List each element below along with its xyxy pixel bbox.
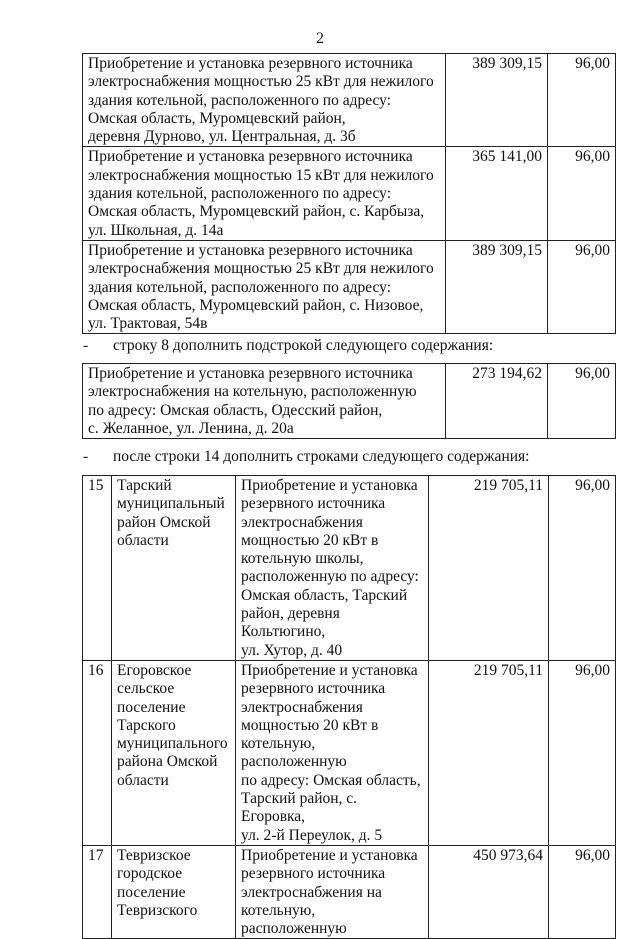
row-amount: 219 705,11 (429, 476, 549, 661)
table-top (82, 53, 616, 334)
list-dash: - (83, 448, 89, 465)
table-row (83, 147, 616, 240)
table-mid (82, 363, 616, 439)
row-description: Приобретение и установка резервного источника электроснабжения мощностью 25 кВт для нежилого здания котельной, расположенного по адресу: Омская область, Муромцевский район, деревня Дурново, ул. Центральная, д. 3б (83, 54, 446, 147)
table-row (83, 845, 616, 938)
row-number: 17 (83, 845, 112, 938)
row-amount: 365 141,00 (446, 147, 548, 240)
list-dash: - (83, 337, 89, 354)
note-line (83, 337, 613, 355)
table-row (83, 476, 616, 661)
row-description: Приобретение и установка резервного источника электроснабжения мощностью 25 кВт для нежилого здания котельной, расположенного по адресу: Омская область, Муромцевский район, с. Низовое, ул. Трактовая, 54в (83, 240, 446, 333)
row-amount: 389 309,15 (446, 240, 548, 333)
row-municipality: Тарский муниципальный район Омской области (112, 476, 236, 661)
row-description: Приобретение и установка резервного источника электроснабжения мощностью 20 кВт в котельную школы, расположенную по адресу: Омская область, Тарский район, деревня Кольтюгино, ул. Хутор, д. 40 (236, 476, 429, 661)
row-amount: 450 973,64 (429, 845, 549, 938)
row-municipality: Тевризское городское поселение Тевризского (112, 845, 236, 938)
page-number: 2 (316, 30, 324, 47)
row-amount: 389 309,15 (446, 54, 548, 147)
row-percent: 96,00 (548, 54, 616, 147)
row-percent: 96,00 (548, 147, 616, 240)
row-description: Приобретение и установка резервного источника электроснабжения мощностью 20 кВт в котельную, расположенную по адресу: Омская область, Тарский район, с. Егоровка, ул. 2-й Переулок, д. 5 (236, 660, 429, 845)
table-bottom (82, 475, 616, 939)
row-percent: 96,00 (548, 364, 616, 439)
row-percent: 96,00 (548, 240, 616, 333)
row-description: Приобретение и установка резервного источника электроснабжения мощностью 15 кВт для нежилого здания котельной, расположенного по адресу: Омская область, Муромцевский район, с. Карбыза, ул. Школьная, д. 14а (83, 147, 446, 240)
row-amount: 273 194,62 (446, 364, 548, 439)
row-municipality: Егоровское сельское поселение Тарского муниципального района Омской области (112, 660, 236, 845)
row-description: Приобретение и установка резервного источника электроснабжения на котельную, расположенную по адресу: Омская область, Одесский район, с. Желанное, ул. Ленина, д. 20а (83, 364, 446, 439)
row-amount: 219 705,11 (429, 660, 549, 845)
note-text: после строки 14 дополнить строками следующего содержания: (113, 448, 530, 465)
table-row (83, 54, 616, 147)
row-percent: 96,00 (549, 845, 616, 938)
table-row (83, 660, 616, 845)
row-percent: 96,00 (549, 476, 616, 661)
note-text: строку 8 дополнить подстрокой следующего содержания: (113, 337, 494, 354)
row-percent: 96,00 (549, 660, 616, 845)
table-row (83, 364, 616, 439)
row-description: Приобретение и установка резервного источника электроснабжения на котельную, расположенную (236, 845, 429, 938)
row-number: 16 (83, 660, 112, 845)
table-row (83, 240, 616, 333)
note-line (83, 448, 613, 466)
row-number: 15 (83, 476, 112, 661)
